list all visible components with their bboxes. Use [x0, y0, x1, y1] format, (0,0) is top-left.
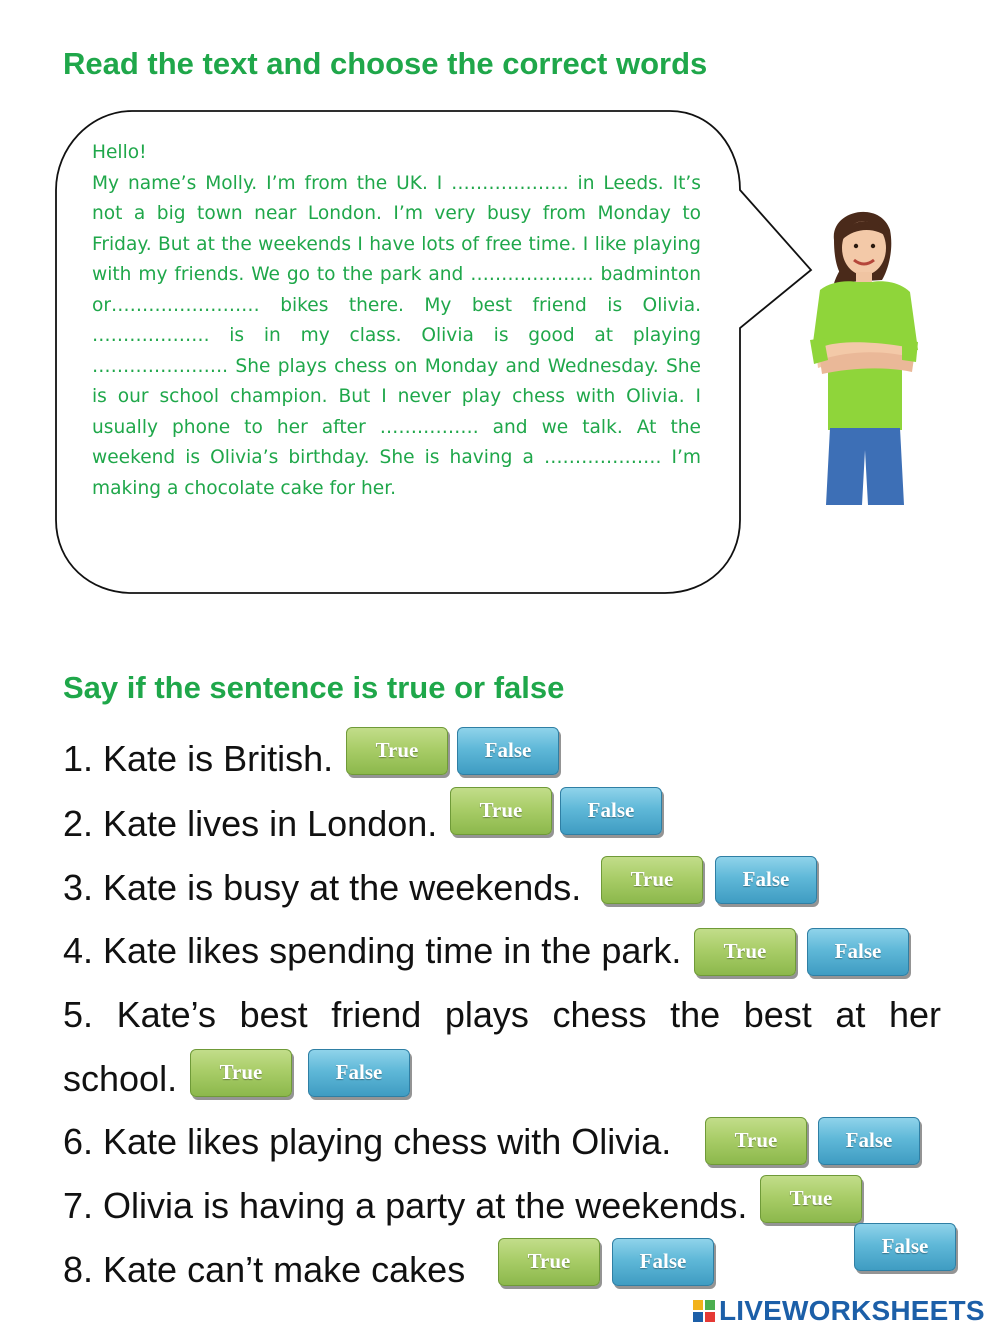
q8-false-button[interactable]: False — [612, 1238, 714, 1286]
question-3-text: 3. Kate is busy at the weekends. — [63, 867, 582, 908]
q3-true-button[interactable]: True — [601, 856, 703, 904]
question-7-text: 7. Olivia is having a party at the weekends. — [63, 1185, 748, 1226]
question-6-text: 6. Kate likes playing chess with Olivia. — [63, 1121, 672, 1162]
q4-true-button[interactable]: True — [694, 928, 796, 976]
q6-false-button[interactable]: False — [818, 1117, 920, 1165]
q1-false-button[interactable]: False — [457, 727, 559, 775]
letter-body: My name’s Molly. I’m from the UK. I ………………. in Leeds. It’s not a big town near London. I’m very busy from Monday to Friday. But at the weekends I have lots of free time. I like playing with my friends. We go to the park and ……………….. badminton or…………………… bikes there. My best friend is Olivia. ………………. is in my class. Olivia is good at playing …………………. She plays chess on Monday and Wednesday. She is our school champion. But I never play chess with Olivia. I usually phone to her after ……………. and we talk. At the weekend is Olivia’s birthday. She is having a ………………. I’m making a chocolate cake for her. — [92, 172, 701, 499]
question-4-text: 4. Kate likes spending time in the park. — [63, 930, 682, 971]
q8-true-button[interactable]: True — [498, 1238, 600, 1286]
liveworksheets-logo — [693, 1296, 985, 1326]
letter-text — [92, 138, 701, 504]
q7-false-button[interactable]: False — [854, 1223, 956, 1271]
q1-true-button[interactable]: True — [346, 727, 448, 775]
q5-false-button[interactable]: False — [308, 1049, 410, 1097]
q3-false-button[interactable]: False — [715, 856, 817, 904]
q2-true-button[interactable]: True — [450, 787, 552, 835]
question-2-text: 2. Kate lives in London. — [63, 803, 438, 844]
question-1-text: 1. Kate is British. — [63, 738, 334, 779]
question-5-text-line1: 5. Kate’s best friend plays chess the best at her — [63, 994, 941, 1035]
q4-false-button[interactable]: False — [807, 928, 909, 976]
liveworksheets-wordmark: LIVEWORKSHEETS — [719, 1295, 985, 1326]
q7-true-button[interactable]: True — [760, 1175, 862, 1223]
question-8-text: 8. Kate can’t make cakes — [63, 1249, 466, 1290]
q6-true-button[interactable]: True — [705, 1117, 807, 1165]
q5-true-button[interactable]: True — [190, 1049, 292, 1097]
question-5-text-line2: school. — [63, 1058, 178, 1099]
letter-greeting: Hello! — [92, 142, 147, 163]
girl-illustration — [790, 200, 935, 505]
liveworksheets-mark-icon — [693, 1298, 717, 1324]
section-heading-read: Read the text and choose the correct words — [63, 46, 708, 81]
q2-false-button[interactable]: False — [560, 787, 662, 835]
section-heading-true-false: Say if the sentence is true or false — [63, 670, 565, 705]
